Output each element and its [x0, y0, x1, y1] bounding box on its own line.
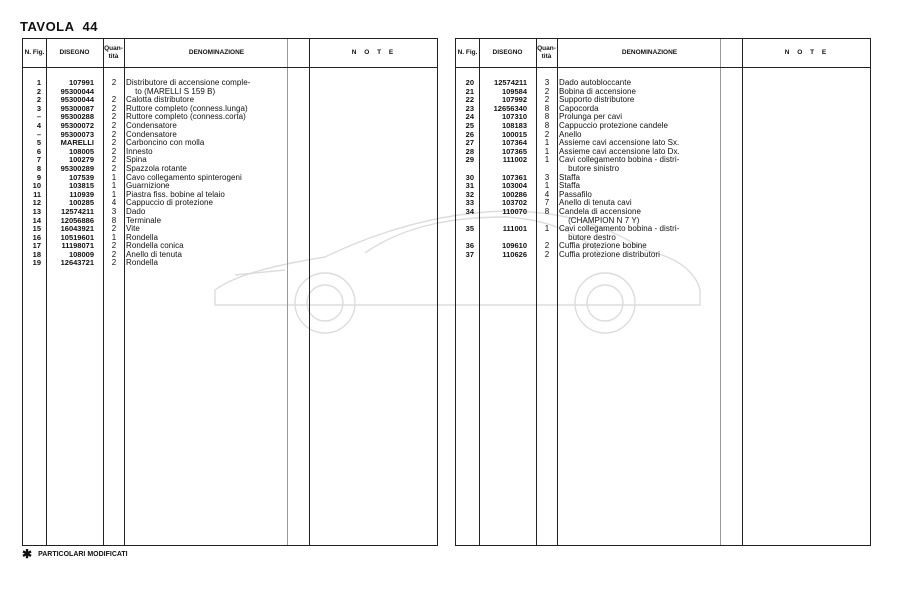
- row-quantita: 1: [544, 138, 550, 148]
- row-quantita: 8: [544, 120, 550, 130]
- row-quantita: 3: [544, 78, 550, 87]
- row-fig: 16: [32, 232, 41, 242]
- row-denominazione: Condensatore: [126, 120, 177, 130]
- row-denominazione: Dado: [126, 206, 146, 216]
- row-denominazione: Calotta distributore: [126, 95, 195, 105]
- row-fig: 2: [36, 86, 41, 96]
- row-fig: 15: [32, 224, 41, 234]
- row-denominazione: Ruttore completo (conness.lunga): [126, 103, 248, 113]
- row-denominazione: butore sinistro: [559, 163, 620, 173]
- row-denominazione: Ruttore completo (conness.corta): [126, 112, 246, 122]
- row-quantita: 2: [544, 129, 550, 139]
- row-denominazione: Cavo collegamento spinterogeni: [126, 172, 242, 182]
- row-quantita: 1: [544, 181, 550, 191]
- row-quantita: 2: [111, 103, 117, 113]
- row-disegno: 16043921: [60, 224, 94, 234]
- row-fig: –: [36, 129, 41, 139]
- row-disegno: 95300044: [60, 95, 94, 105]
- row-quantita: 2: [111, 224, 117, 234]
- row-fig: 23: [465, 103, 474, 113]
- row-quantita: 2: [544, 241, 550, 251]
- row-quantita: 2: [111, 249, 117, 259]
- parts-table-left: [22, 38, 438, 546]
- row-denominazione: Prolunga per cavi: [559, 112, 623, 122]
- row-fig: 14: [32, 215, 41, 225]
- row-denominazione: Innesto: [126, 146, 153, 156]
- row-quantita: 1: [544, 146, 550, 156]
- row-disegno: 95300073: [60, 129, 94, 139]
- row-fig: 13: [32, 206, 41, 216]
- row-fig: 31: [465, 181, 474, 191]
- row-quantita: 4: [544, 189, 550, 199]
- row-denominazione: Supporto distributore: [559, 95, 635, 105]
- row-quantita: 7: [544, 198, 550, 208]
- page-title: [20, 19, 98, 34]
- row-fig: 36: [465, 241, 474, 251]
- row-disegno: 110070: [502, 206, 527, 216]
- row-disegno: 111001: [502, 224, 527, 234]
- header-divider: [456, 67, 870, 68]
- row-disegno: 108009: [68, 249, 94, 259]
- row-denominazione: Assieme cavi accensione lato Sx.: [559, 138, 680, 148]
- row-disegno: 110626: [502, 249, 527, 259]
- row-denominazione: Anello di tenuta cavi: [559, 198, 632, 208]
- row-disegno: 12056886: [60, 215, 94, 225]
- row-quantita: 1: [544, 224, 550, 234]
- row-denominazione: (CHAMPION N 7 Y): [559, 215, 640, 225]
- row-denominazione: Rondella conica: [126, 241, 184, 251]
- row-denominazione: Capocorda: [559, 103, 599, 113]
- row-fig: 6: [36, 146, 41, 156]
- row-disegno: 110939: [69, 189, 94, 199]
- row-fig: 24: [465, 112, 474, 122]
- rows-left: [23, 79, 437, 268]
- row-quantita: 2: [111, 112, 117, 122]
- table-row: [456, 156, 870, 165]
- row-disegno: 108183: [501, 120, 527, 130]
- row-disegno: 107991: [68, 78, 94, 87]
- row-disegno: 95300044: [60, 86, 94, 96]
- header-fig: N. Fig.: [457, 49, 478, 56]
- row-disegno: 100279: [68, 155, 94, 165]
- row-disegno: 103815: [68, 181, 94, 191]
- row-fig: 27: [465, 138, 474, 148]
- table-row: [456, 208, 870, 217]
- row-fig: 20: [465, 78, 474, 87]
- row-denominazione: Distributore di accensione comple-: [126, 78, 251, 87]
- table-row: [456, 225, 870, 234]
- header-disegno: DISEGNO: [59, 49, 90, 56]
- row-fig: 26: [465, 129, 474, 139]
- row-fig: 32: [465, 189, 474, 199]
- row-fig: 17: [32, 241, 41, 251]
- row-fig: 34: [465, 206, 474, 216]
- row-disegno: 100015: [501, 129, 527, 139]
- row-quantita: 3: [544, 172, 550, 182]
- row-disegno: 109584: [501, 86, 527, 96]
- row-quantita: 2: [544, 86, 550, 96]
- star-icon: ✱: [22, 547, 33, 561]
- row-disegno: 109610: [501, 241, 527, 251]
- row-quantita: 2: [111, 155, 117, 165]
- row-denominazione: Assieme cavi accensione lato Dx.: [559, 146, 680, 156]
- row-fig: 3: [36, 103, 41, 113]
- row-disegno: 100285: [68, 198, 94, 208]
- row-quantita: 2: [111, 258, 117, 268]
- row-quantita: 2: [544, 249, 550, 259]
- row-fig: 30: [465, 172, 474, 182]
- row-fig: 18: [32, 249, 41, 259]
- row-fig: 12: [32, 198, 41, 208]
- row-fig: 2: [36, 95, 41, 105]
- row-fig: 25: [465, 120, 474, 130]
- row-quantita: 2: [544, 95, 550, 105]
- row-fig: 5: [36, 138, 41, 148]
- footer-note: [22, 547, 128, 561]
- row-fig: 8: [36, 163, 41, 173]
- table-row: [456, 251, 870, 260]
- row-quantita: 2: [111, 95, 117, 105]
- row-disegno: 107539: [68, 172, 94, 182]
- row-denominazione: Anello: [559, 129, 582, 139]
- page-title-number: 44: [82, 19, 98, 34]
- row-denominazione: Cavi collegamento bobina - distri-: [559, 224, 680, 234]
- rows-right: [456, 79, 870, 259]
- row-disegno: 107992: [501, 95, 527, 105]
- header-denominazione: DENOMINAZIONE: [188, 49, 245, 56]
- row-quantita: 3: [111, 206, 117, 216]
- row-quantita: 2: [111, 138, 117, 148]
- row-fig: 21: [465, 86, 474, 96]
- row-denominazione: Cuffia protezione distributori: [559, 249, 660, 259]
- row-denominazione: Condensatore: [126, 129, 177, 139]
- row-quantita: 2: [111, 146, 117, 156]
- row-disegno: 107365: [501, 146, 527, 156]
- row-disegno: 100286: [501, 189, 527, 199]
- row-quantita: 1: [111, 172, 117, 182]
- row-denominazione: Cappuccio di protezione: [126, 198, 213, 208]
- parts-table-right: [455, 38, 871, 546]
- row-fig: 4: [36, 120, 41, 130]
- row-fig: 7: [36, 155, 41, 165]
- row-denominazione: Spazzola rotante: [126, 163, 187, 173]
- page-title-label: TAVOLA: [20, 19, 75, 34]
- row-disegno: 95300087: [60, 103, 94, 113]
- row-disegno: 10519601: [60, 232, 94, 242]
- row-denominazione: Carboncino con molla: [126, 138, 205, 148]
- row-fig: 28: [465, 146, 474, 156]
- table-row: [23, 259, 437, 268]
- header-note: N O T E: [784, 49, 830, 56]
- row-disegno: MARELLI: [60, 138, 94, 148]
- row-denominazione: Rondella: [126, 232, 158, 242]
- row-denominazione: Passafilo: [559, 189, 592, 199]
- row-denominazione: Guarnizione: [126, 181, 170, 191]
- row-fig: –: [36, 112, 41, 122]
- header-note: N O T E: [351, 49, 397, 56]
- row-denominazione: Terminale: [126, 215, 162, 225]
- header-quantita: Quan- tità: [104, 45, 123, 60]
- row-denominazione: Staffa: [559, 172, 581, 182]
- row-quantita: 1: [111, 181, 117, 191]
- row-disegno: 12656340: [493, 103, 527, 113]
- row-disegno: 95300288: [60, 112, 94, 122]
- row-fig: 37: [465, 249, 474, 259]
- header-fig: N. Fig.: [24, 49, 45, 56]
- row-quantita: 4: [111, 198, 117, 208]
- row-denominazione: Staffa: [559, 181, 581, 191]
- row-fig: 29: [465, 155, 474, 165]
- row-disegno: 95300289: [60, 163, 94, 173]
- row-disegno: 107310: [501, 112, 527, 122]
- row-fig: 1: [36, 78, 41, 87]
- row-quantita: 2: [111, 241, 117, 251]
- header-divider: [23, 67, 437, 68]
- row-disegno: 12643721: [60, 258, 94, 268]
- row-denominazione: Spina: [126, 155, 147, 165]
- row-denominazione: Dado autobloccante: [559, 78, 632, 87]
- row-disegno: 107364: [501, 138, 527, 148]
- row-disegno: 111002: [502, 155, 527, 165]
- row-denominazione: Anello di tenuta: [126, 249, 182, 259]
- row-quantita: 8: [544, 206, 550, 216]
- row-quantita: 2: [111, 129, 117, 139]
- row-fig: 33: [465, 198, 474, 208]
- row-fig: 11: [33, 189, 41, 199]
- row-disegno: 11198071: [61, 241, 94, 251]
- row-denominazione: Rondella: [126, 258, 158, 268]
- footer-text: PARTICOLARI MODIFICATI: [38, 550, 128, 558]
- row-denominazione: Bobina di accensione: [559, 86, 637, 96]
- row-denominazione: Candela di accensione: [559, 206, 641, 216]
- row-denominazione: butore destro: [559, 232, 616, 242]
- row-quantita: 1: [111, 232, 117, 242]
- header-denominazione: DENOMINAZIONE: [621, 49, 678, 56]
- row-quantita: 2: [111, 120, 117, 130]
- row-quantita: 1: [111, 189, 117, 199]
- row-quantita: 8: [111, 215, 117, 225]
- header-quantita: Quan- tità: [537, 45, 556, 60]
- row-quantita: 8: [544, 112, 550, 122]
- row-quantita: 8: [544, 103, 550, 113]
- row-fig: 9: [36, 172, 41, 182]
- row-disegno: 107361: [501, 172, 527, 182]
- row-disegno: 95300072: [60, 120, 94, 130]
- row-denominazione: Piastra fiss. bobine al telaio: [126, 189, 225, 199]
- row-quantita: 2: [111, 163, 117, 173]
- row-quantita: 2: [111, 78, 117, 87]
- row-denominazione: Vite: [126, 224, 140, 234]
- row-denominazione: Cuffia protezione bobine: [559, 241, 647, 251]
- row-fig: 22: [465, 95, 474, 105]
- row-disegno: 12574211: [61, 206, 94, 216]
- row-fig: 35: [465, 224, 474, 234]
- row-disegno: 12574211: [494, 78, 527, 87]
- row-disegno: 108005: [68, 146, 94, 156]
- header-disegno: DISEGNO: [492, 49, 523, 56]
- row-denominazione: to (MARELLI S 159 B): [126, 86, 216, 96]
- row-fig: 10: [32, 181, 41, 191]
- row-denominazione: Cavi collegamento bobina - distri-: [559, 155, 680, 165]
- row-quantita: 1: [544, 155, 550, 165]
- row-disegno: 103702: [501, 198, 527, 208]
- row-denominazione: Cappuccio protezione candele: [559, 120, 669, 130]
- row-disegno: 103004: [501, 181, 527, 191]
- row-fig: 19: [32, 258, 41, 268]
